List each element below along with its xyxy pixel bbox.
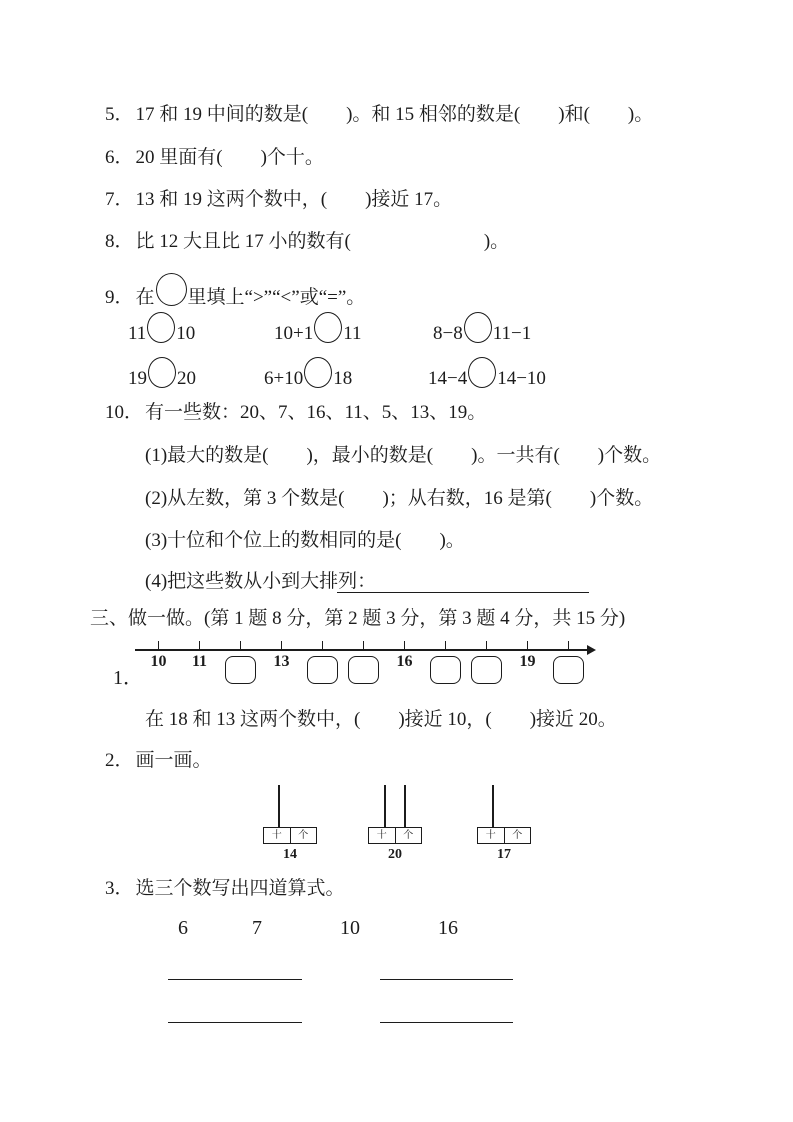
comparison-item <box>128 357 196 390</box>
comparison-right: 14−10 <box>497 368 546 389</box>
comparison-right: 11 <box>343 323 362 344</box>
question-1-number: 1． <box>113 667 143 689</box>
question-2-title: 画一画。 <box>135 750 212 771</box>
counting-stick-icon <box>404 785 406 828</box>
question-10 <box>105 401 486 425</box>
counting-stick-icon <box>278 785 280 828</box>
place-value-diagram <box>477 785 531 863</box>
tick-mark <box>281 641 283 649</box>
question-3 <box>105 877 345 901</box>
ones-column-label: 个 <box>512 829 523 841</box>
answer-box <box>348 656 379 684</box>
number-line-cell <box>507 641 548 684</box>
question-6-text: 20 里面有( )个十。 <box>135 147 324 168</box>
comparison-right: 20 <box>177 368 196 389</box>
diagram-value: 17 <box>497 847 511 862</box>
number-line <box>135 641 601 693</box>
comparison-right: 11−1 <box>492 323 532 344</box>
number-line-cell <box>548 641 589 684</box>
diagram-value: 14 <box>283 847 297 862</box>
counting-stick-icon <box>384 785 386 828</box>
comparison-item <box>428 357 546 390</box>
place-value-diagram <box>368 785 422 863</box>
ones-column-label: 个 <box>298 829 309 841</box>
comparison-left: 14−4 <box>428 368 468 389</box>
answer-blank <box>337 592 589 593</box>
number-line-cell <box>466 641 507 684</box>
place-value-box <box>477 827 531 844</box>
place-value-box <box>263 827 317 844</box>
counting-stick-icon <box>492 785 494 828</box>
question-5-text: 17 和 19 中间的数是( )。和 15 相邻的数是( )和( )。 <box>135 104 654 125</box>
comparison-left: 10+1 <box>274 323 314 344</box>
comparison-circle-icon <box>148 357 176 388</box>
number-line-cell <box>302 641 343 684</box>
number-line-cell <box>425 641 466 684</box>
tick-mark <box>363 641 365 649</box>
question-8 <box>105 230 509 254</box>
tick-mark <box>404 641 406 649</box>
question-9-number: 9． <box>105 287 134 308</box>
question-7 <box>105 188 452 212</box>
answer-box <box>225 656 256 684</box>
comparison-item <box>128 312 195 345</box>
tens-column-label: 十 <box>264 828 291 843</box>
question-3-title: 选三个数写出四道算式。 <box>135 878 345 899</box>
equation-blank <box>168 1022 302 1023</box>
answer-box <box>553 656 584 684</box>
tick-mark <box>322 641 324 649</box>
number-line-cell <box>179 641 220 684</box>
number-line-label: 10 <box>150 653 167 670</box>
answer-box <box>307 656 338 684</box>
number-choice: 6 <box>178 917 188 939</box>
number-choice: 7 <box>252 917 262 939</box>
tick-mark <box>527 641 529 649</box>
question-5-number: 5． <box>105 104 134 125</box>
tick-mark <box>486 641 488 649</box>
question-3-number: 3． <box>105 878 134 899</box>
diagram-value: 20 <box>388 847 402 862</box>
comparison-circle-icon <box>147 312 175 343</box>
equation-blank <box>168 979 302 980</box>
question-10-sub-2: (2)从左数，第 3 个数是( )；从右数，16 是第( )个数。 <box>145 488 654 509</box>
question-6-number: 6． <box>105 147 134 168</box>
equation-blank <box>380 1022 513 1023</box>
number-choice: 16 <box>438 917 458 939</box>
number-line-label: 19 <box>519 653 536 670</box>
tick-mark <box>158 641 160 649</box>
question-10-sub-3: (3)十位和个位上的数相同的是( )。 <box>145 530 465 551</box>
question-10-text: 有一些数：20、7、16、11、5、13、19。 <box>145 402 487 423</box>
question-5 <box>105 103 653 127</box>
comparison-item <box>433 312 531 345</box>
answer-box <box>471 656 502 684</box>
section-three-header: 三、做一做。(第 1 题 8 分，第 2 题 3 分，第 3 题 4 分，共 15 分) <box>90 608 626 629</box>
comparison-left: 19 <box>128 368 147 389</box>
question-2 <box>105 749 212 773</box>
comparison-circle-icon <box>314 312 342 343</box>
question-8-number: 8． <box>105 231 134 252</box>
number-line-cells <box>138 641 589 684</box>
number-line-cell <box>138 641 179 684</box>
comparison-circle-icon <box>304 357 332 388</box>
comparison-left: 8−8 <box>433 323 463 344</box>
question-2-number: 2． <box>105 750 134 771</box>
ones-column-label: 个 <box>403 829 414 841</box>
number-line-cell <box>384 641 425 684</box>
question-7-number: 7． <box>105 189 134 210</box>
comparison-right: 10 <box>176 323 196 344</box>
number-line-label: 16 <box>396 653 413 670</box>
number-choice: 10 <box>340 917 360 939</box>
question-8-text: 比 12 大且比 17 小的数有( )。 <box>135 231 510 252</box>
question-1-followup: 在 18 和 13 这两个数中，( )接近 10，( )接近 20。 <box>145 709 617 730</box>
question-10-sub-1: (1)最大的数是( )，最小的数是( )。一共有( )个数。 <box>145 445 662 466</box>
comparison-item <box>274 312 362 345</box>
place-value-box <box>368 827 422 844</box>
number-line-cell <box>220 641 261 684</box>
fill-circle-icon <box>156 273 187 306</box>
answer-box <box>430 656 461 684</box>
comparison-right: 18 <box>333 368 353 389</box>
question-10-sub-4: (4)把这些数从小到大排列： <box>145 571 377 592</box>
comparison-left: 6+10 <box>264 368 304 389</box>
equation-blank <box>380 979 513 980</box>
question-9-text-before: 在 <box>135 287 155 308</box>
question-7-text: 13 和 19 这两个数中，( )接近 17。 <box>135 189 453 210</box>
question-9 <box>105 273 365 310</box>
question-6 <box>105 146 324 170</box>
number-line-label: 13 <box>273 653 290 670</box>
tick-mark <box>568 641 570 649</box>
comparison-item <box>264 357 352 390</box>
tick-mark <box>445 641 447 649</box>
place-value-diagram <box>263 785 317 863</box>
comparison-circle-icon <box>468 357 496 388</box>
number-line-cell <box>343 641 384 684</box>
number-line-cell <box>261 641 302 684</box>
tick-mark <box>240 641 242 649</box>
number-line-label: 11 <box>191 653 208 670</box>
tens-column-label: 十 <box>478 828 505 843</box>
question-10-number: 10． <box>105 402 144 423</box>
tick-mark <box>199 641 201 649</box>
comparison-circle-icon <box>464 312 492 343</box>
question-9-text-after: 里填上“>”“<”或“=”。 <box>187 287 366 308</box>
tens-column-label: 十 <box>369 828 396 843</box>
comparison-left: 11 <box>128 323 147 344</box>
